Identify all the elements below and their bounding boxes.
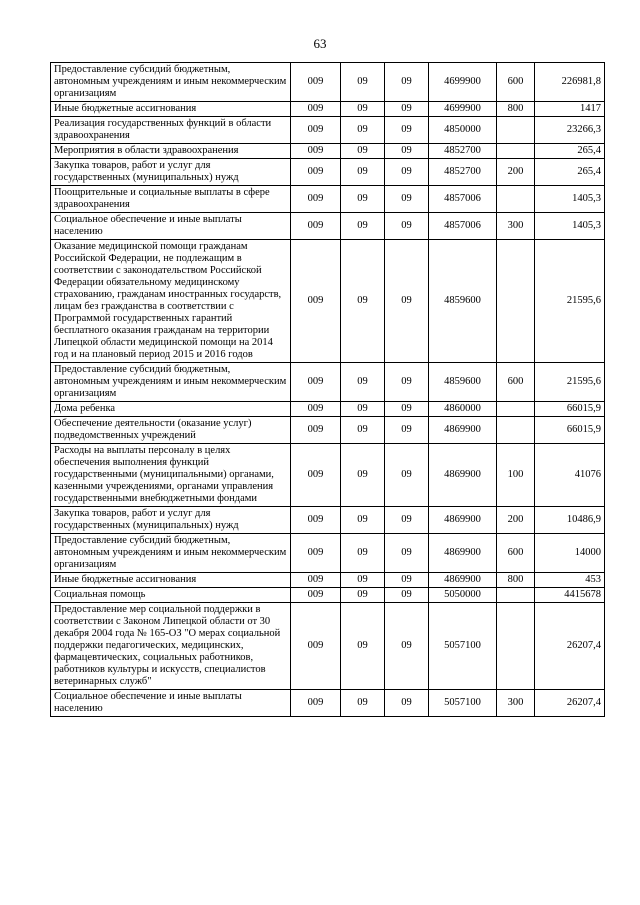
table-row (51, 507, 605, 534)
row-name-cell: Оказание медицинской помощи гражданам Российской Федерации, не подлежащим в соответствии с законодательством Российской Федерации обязательному медицинскому страхованию, гражданам иностранных государств, лицам без гражданства в соответствии с Программой государственных гарантий бесплатного оказания гражданам на территории Липецкой области медицинской помощи на 2014 год и на плановый период 2015 и 2016 годов (51, 240, 291, 363)
target-code-cell: 4869900 (429, 507, 497, 534)
row-name-cell: Дома ребенка (51, 402, 291, 417)
amount-cell: 21595,6 (535, 240, 605, 363)
table-row (51, 402, 605, 417)
subsection-code-cell: 09 (385, 534, 429, 573)
admin-code-cell: 009 (291, 444, 341, 507)
expense-type-cell: 300 (497, 213, 535, 240)
amount-cell: 23266,3 (535, 117, 605, 144)
subsection-code-cell: 09 (385, 603, 429, 690)
section-code-cell: 09 (341, 102, 385, 117)
target-code-cell: 4869900 (429, 534, 497, 573)
table-row (51, 690, 605, 717)
section-code-cell: 09 (341, 117, 385, 144)
target-code-cell: 4857006 (429, 186, 497, 213)
target-code-cell: 4869900 (429, 444, 497, 507)
target-code-cell: 4859600 (429, 240, 497, 363)
row-name-cell: Предоставление субсидий бюджетным, автономным учреждениям и иным некоммерческим организациям (51, 363, 291, 402)
admin-code-cell: 009 (291, 159, 341, 186)
subsection-code-cell: 09 (385, 444, 429, 507)
amount-cell: 226981,8 (535, 63, 605, 102)
row-name-cell: Социальное обеспечение и иные выплаты населению (51, 213, 291, 240)
subsection-code-cell: 09 (385, 690, 429, 717)
subsection-code-cell: 09 (385, 507, 429, 534)
amount-cell: 26207,4 (535, 690, 605, 717)
row-name-cell: Иные бюджетные ассигнования (51, 102, 291, 117)
table-row (51, 534, 605, 573)
table-row (51, 117, 605, 144)
expense-type-cell: 600 (497, 363, 535, 402)
table-row (51, 213, 605, 240)
amount-cell: 66015,9 (535, 417, 605, 444)
table-row (51, 63, 605, 102)
table-row (51, 363, 605, 402)
section-code-cell: 09 (341, 186, 385, 213)
row-name-cell: Поощрительные и социальные выплаты в сфере здравоохранения (51, 186, 291, 213)
subsection-code-cell: 09 (385, 363, 429, 402)
subsection-code-cell: 09 (385, 588, 429, 603)
subsection-code-cell: 09 (385, 186, 429, 213)
subsection-code-cell: 09 (385, 117, 429, 144)
row-name-cell: Предоставление мер социальной поддержки в соответствии с Законом Липецкой области от 30 декабря 2004 года № 165-ОЗ "О мерах социальной поддержки педагогических, медицинских, фармацевтических, социальных работников, работников культуры и искусств, специалистов ветеринарных служб" (51, 603, 291, 690)
expense-type-cell: 300 (497, 690, 535, 717)
target-code-cell: 4860000 (429, 402, 497, 417)
subsection-code-cell: 09 (385, 159, 429, 186)
admin-code-cell: 009 (291, 240, 341, 363)
table-row (51, 144, 605, 159)
expense-type-cell (497, 603, 535, 690)
admin-code-cell: 009 (291, 573, 341, 588)
admin-code-cell: 009 (291, 144, 341, 159)
section-code-cell: 09 (341, 690, 385, 717)
row-name-cell: Обеспечение деятельности (оказание услуг) подведомственных учреждений (51, 417, 291, 444)
amount-cell: 1405,3 (535, 213, 605, 240)
section-code-cell: 09 (341, 573, 385, 588)
amount-cell: 21595,6 (535, 363, 605, 402)
expense-type-cell (497, 417, 535, 444)
section-code-cell: 09 (341, 507, 385, 534)
row-name-cell: Расходы на выплаты персоналу в целях обеспечения выполнения функций государственными (муниципальными) органами, казенными учреждениями, органами управления государственными внебюджетными фондами (51, 444, 291, 507)
section-code-cell: 09 (341, 588, 385, 603)
table-row (51, 603, 605, 690)
table-row (51, 240, 605, 363)
subsection-code-cell: 09 (385, 144, 429, 159)
admin-code-cell: 009 (291, 534, 341, 573)
row-name-cell: Реализация государственных функций в области здравоохранения (51, 117, 291, 144)
expense-type-cell: 800 (497, 573, 535, 588)
admin-code-cell: 009 (291, 63, 341, 102)
subsection-code-cell: 09 (385, 213, 429, 240)
subsection-code-cell: 09 (385, 63, 429, 102)
admin-code-cell: 009 (291, 588, 341, 603)
row-name-cell: Социальная помощь (51, 588, 291, 603)
section-code-cell: 09 (341, 603, 385, 690)
table-row (51, 573, 605, 588)
amount-cell: 4415678 (535, 588, 605, 603)
target-code-cell: 4850000 (429, 117, 497, 144)
amount-cell: 66015,9 (535, 402, 605, 417)
section-code-cell: 09 (341, 144, 385, 159)
section-code-cell: 09 (341, 534, 385, 573)
subsection-code-cell: 09 (385, 402, 429, 417)
section-code-cell: 09 (341, 363, 385, 402)
amount-cell: 265,4 (535, 159, 605, 186)
section-code-cell: 09 (341, 240, 385, 363)
section-code-cell: 09 (341, 63, 385, 102)
row-name-cell: Социальное обеспечение и иные выплаты населению (51, 690, 291, 717)
table-row (51, 159, 605, 186)
amount-cell: 453 (535, 573, 605, 588)
expense-type-cell: 200 (497, 159, 535, 186)
admin-code-cell: 009 (291, 363, 341, 402)
page-number: 63 (313, 36, 327, 51)
admin-code-cell: 009 (291, 603, 341, 690)
target-code-cell: 4869900 (429, 417, 497, 444)
target-code-cell: 4859600 (429, 363, 497, 402)
amount-cell: 1417 (535, 102, 605, 117)
target-code-cell: 5057100 (429, 690, 497, 717)
subsection-code-cell: 09 (385, 417, 429, 444)
budget-table (50, 62, 605, 717)
amount-cell: 1405,3 (535, 186, 605, 213)
target-code-cell: 4852700 (429, 159, 497, 186)
row-name-cell: Мероприятия в области здравоохранения (51, 144, 291, 159)
amount-cell: 10486,9 (535, 507, 605, 534)
expense-type-cell (497, 240, 535, 363)
section-code-cell: 09 (341, 417, 385, 444)
row-name-cell: Закупка товаров, работ и услуг для государственных (муниципальных) нужд (51, 159, 291, 186)
expense-type-cell: 200 (497, 507, 535, 534)
admin-code-cell: 009 (291, 402, 341, 417)
table-row (51, 102, 605, 117)
section-code-cell: 09 (341, 213, 385, 240)
amount-cell: 26207,4 (535, 603, 605, 690)
amount-cell: 265,4 (535, 144, 605, 159)
expense-type-cell (497, 144, 535, 159)
expense-type-cell (497, 402, 535, 417)
admin-code-cell: 009 (291, 507, 341, 534)
expense-type-cell: 600 (497, 63, 535, 102)
target-code-cell: 4852700 (429, 144, 497, 159)
target-code-cell: 4699900 (429, 63, 497, 102)
expense-type-cell (497, 186, 535, 213)
row-name-cell: Иные бюджетные ассигнования (51, 573, 291, 588)
row-name-cell: Предоставление субсидий бюджетным, автономным учреждениям и иным некоммерческим организациям (51, 534, 291, 573)
admin-code-cell: 009 (291, 117, 341, 144)
section-code-cell: 09 (341, 444, 385, 507)
table-row (51, 417, 605, 444)
amount-cell: 14000 (535, 534, 605, 573)
amount-cell: 41076 (535, 444, 605, 507)
expense-type-cell: 600 (497, 534, 535, 573)
expense-type-cell (497, 588, 535, 603)
subsection-code-cell: 09 (385, 573, 429, 588)
admin-code-cell: 009 (291, 213, 341, 240)
admin-code-cell: 009 (291, 186, 341, 213)
admin-code-cell: 009 (291, 417, 341, 444)
target-code-cell: 5057100 (429, 603, 497, 690)
row-name-cell: Предоставление субсидий бюджетным, автономным учреждениям и иным некоммерческим организациям (51, 63, 291, 102)
target-code-cell: 5050000 (429, 588, 497, 603)
table-row (51, 444, 605, 507)
section-code-cell: 09 (341, 159, 385, 186)
table-row (51, 186, 605, 213)
expense-type-cell: 100 (497, 444, 535, 507)
subsection-code-cell: 09 (385, 102, 429, 117)
expense-type-cell: 800 (497, 102, 535, 117)
admin-code-cell: 009 (291, 690, 341, 717)
target-code-cell: 4699900 (429, 102, 497, 117)
subsection-code-cell: 09 (385, 240, 429, 363)
expense-type-cell (497, 117, 535, 144)
target-code-cell: 4857006 (429, 213, 497, 240)
admin-code-cell: 009 (291, 102, 341, 117)
section-code-cell: 09 (341, 402, 385, 417)
table-row (51, 588, 605, 603)
row-name-cell: Закупка товаров, работ и услуг для государственных (муниципальных) нужд (51, 507, 291, 534)
target-code-cell: 4869900 (429, 573, 497, 588)
